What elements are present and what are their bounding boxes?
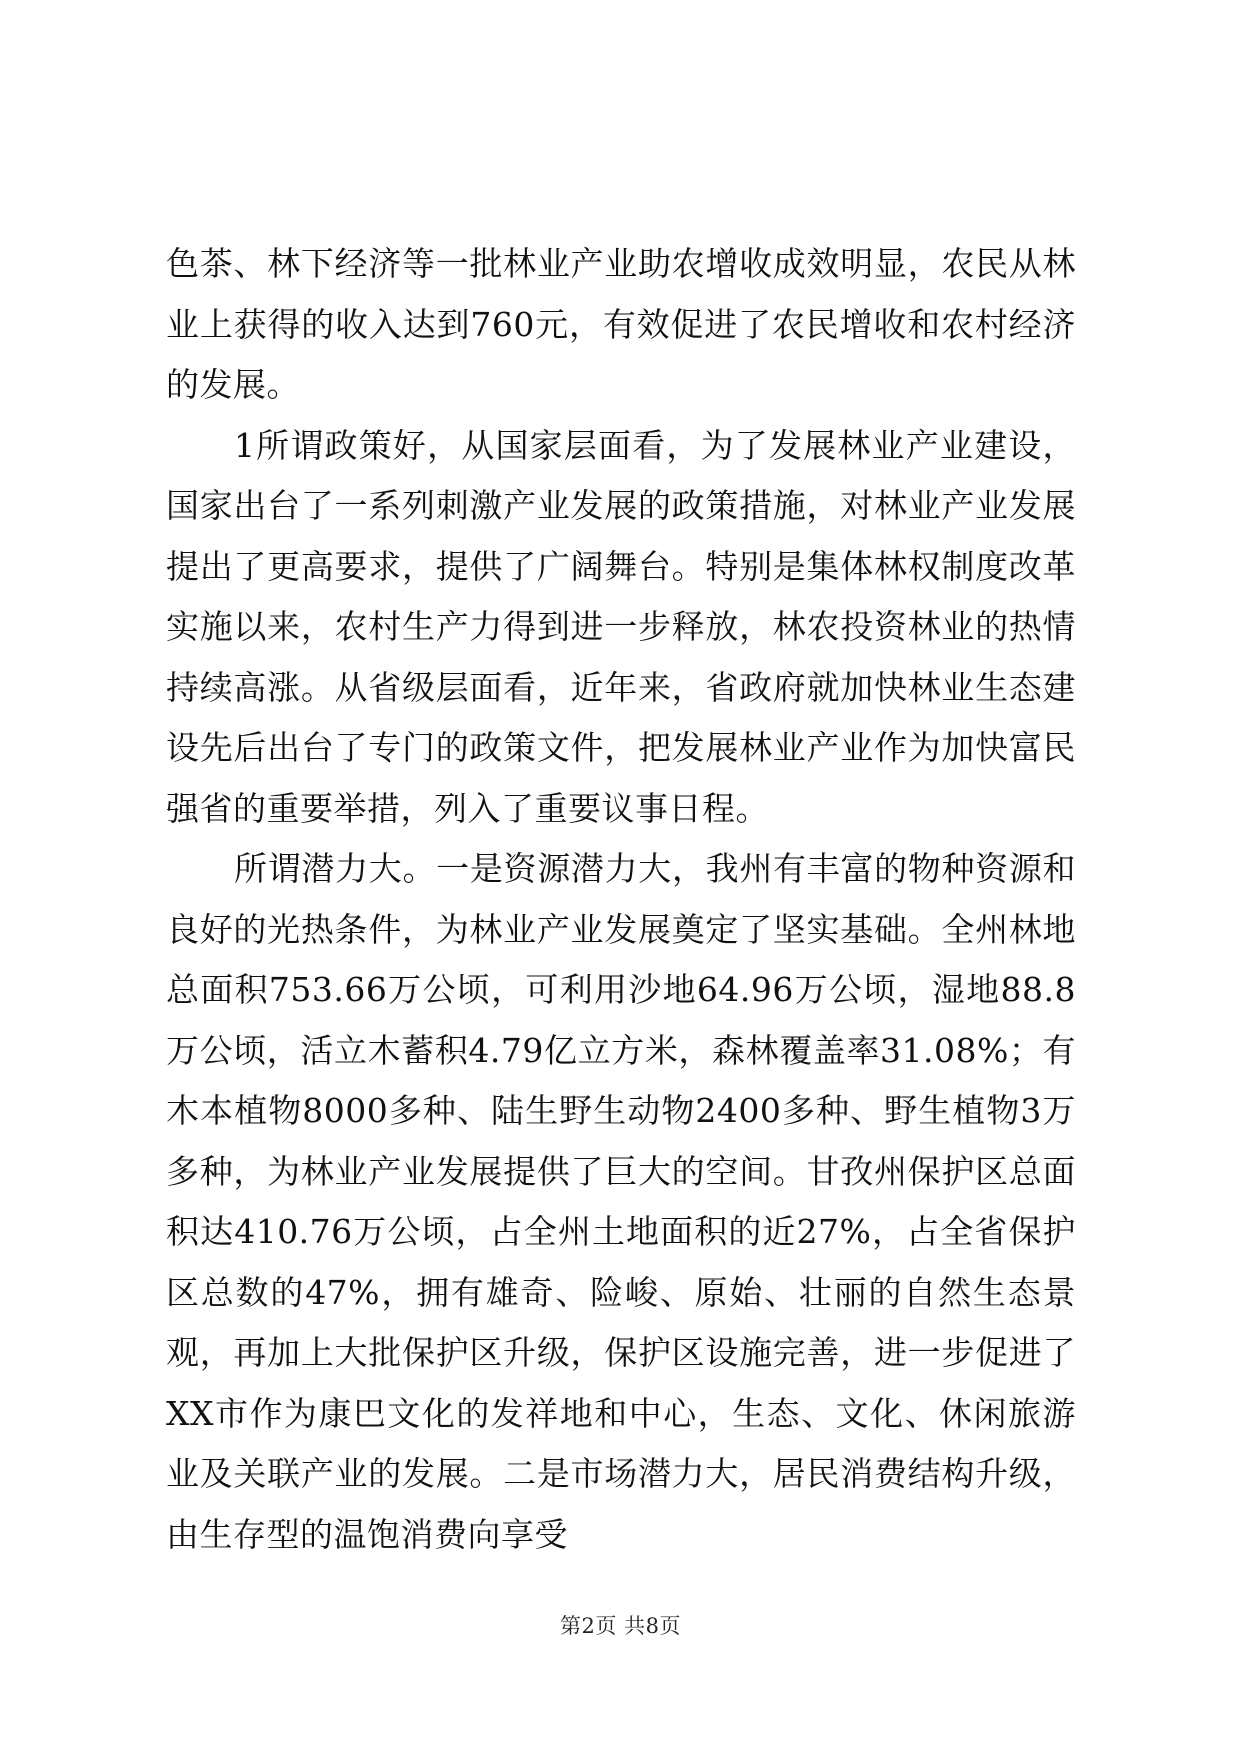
paragraph-continuation: 色茶、林下经济等一批林业产业助农增收成效明显，农民从林业上获得的收入达到760元，有效促进了农民增收和农村经济的发展。 <box>166 244 1076 404</box>
paragraph-potential: 所谓潜力大。一是资源潜力大，我州有丰富的物种资源和良好的光热条件，为林业产业发展奠定了坚实基础。全州林地总面积753.66万公顷，可利用沙地64.96万公顷，湿地88.8万公顷，活立木蓄积4.79亿立方米，森林覆盖率31.08%；有木本植物8000多种、陆生野生动物2400多种、野生植物3万多种，为林业产业发展提供了巨大的空间。甘孜州保护区总面积达410.76万公顷，占全州土地面积的近27%，占全省保护区总数的47%，拥有雄奇、险峻、原始、壮丽的自然生态景观，再加上大批保护区升级，保护区设施完善，进一步促进了XX市作为康巴文化的发祥地和中心，生态、文化、休闲旅游业及关联产业的发展。二是市场潜力大，居民消费结构升级，由生存型的温饱消费向享受 <box>166 849 1076 1554</box>
page-number-footer: 第2页 共8页 <box>560 1614 681 1638</box>
document-body <box>166 234 1076 1565</box>
paragraph-policy: 1所谓政策好，从国家层面看，为了发展林业产业建设，国家出台了一系列刺激产业发展的政策措施，对林业产业发展提出了更高要求，提供了广阔舞台。特别是集体林权制度改革实施以来，农村生产力得到进一步释放，林农投资林业的热情持续高涨。从省级层面看，近年来，省政府就加快林业生态建设先后出台了专门的政策文件，把发展林业产业作为加快富民强省的重要举措，列入了重要议事日程。 <box>166 425 1076 828</box>
